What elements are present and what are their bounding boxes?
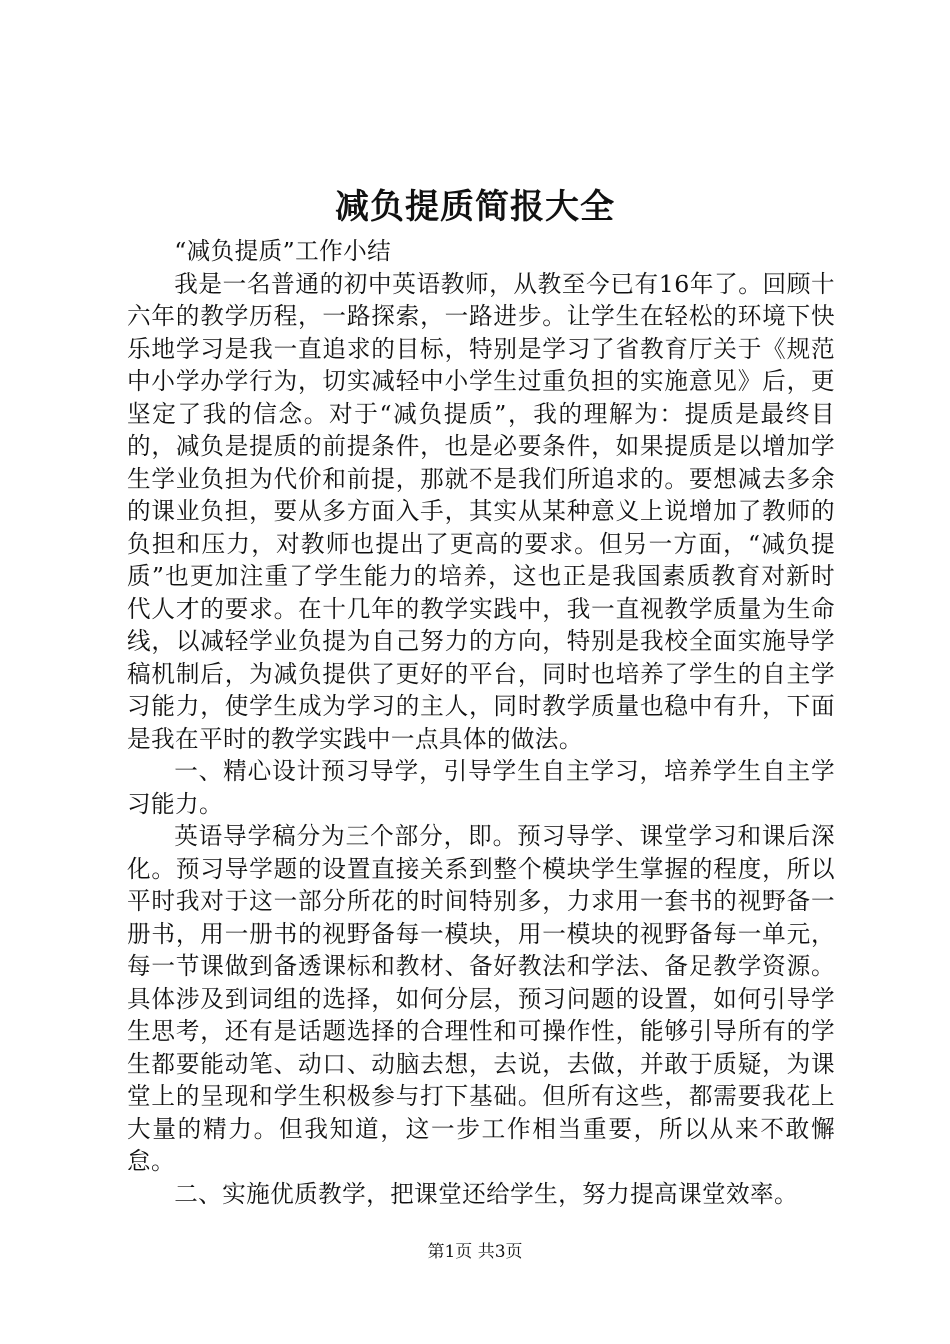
section-heading-two: 二、实施优质教学，把课堂还给学生，努力提高课堂效率。 <box>174 1179 799 1208</box>
section-heading-summary: “减负提质”工作小结 <box>174 237 392 265</box>
document-body <box>127 235 835 1210</box>
body-paragraph: 英语导学稿分为三个部分，即。预习导学、课堂学习和课后深化。预习导学题的设置直接关系到整个模块学生掌握的程度，所以平时我对于这一部分所花的时间特别多，力求用一套书的视野备一册书，用一册书的视野备每一模块，用一模块的视野备每一单元，每一节课做到备透课标和教材、备好教法和学法、备足教学资源。具体涉及到词组的选择，如何分层，预习问题的设置，如何引导学生思考，还有是话题选择的合理性和可操作性，能够引导所有的学生都要能动笔、动口、动脑去想，去说，去做，并敢于质疑，为课堂上的呈现和学生积极参与打下基础。但所有这些，都需要我花上大量的精力。但我知道，这一步工作相当重要，所以从来不敢懈怠。 <box>127 822 835 1175</box>
page-footer: 第1页 共3页 <box>427 1242 523 1262</box>
body-paragraph: 我是一名普通的初中英语教师，从教至今已有16年了。回顾十六年的教学历程，一路探索，一路进步。让学生在轻松的环境下快乐地学习是我一直追求的目标，特别是学习了省教育厅关于《规范中小学办学行为，切实减轻中小学生过重负担的实施意见》后，更坚定了我的信念。对于“减负提质”，我的理解为：提质是最终目的，减负是提质的前提条件，也是必要条件，如果提质是以增加学生学业负担为代价和前提，那就不是我们所追求的。要想减去多余的课业负担，要从多方面入手，其实从某种意义上说增加了教师的负担和压力，对教师也提出了更高的要求。但另一方面，“减负提质”也更加注重了学生能力的培养，这也正是我国素质教育对新时代人才的要求。在十几年的教学实践中，我一直视教学质量为生命线，以减轻学业负提为自己努力的方向，特别是我校全面实施导学稿机制后，为减负提供了更好的平台，同时也培养了学生的自主学习能力，使学生成为学习的主人，同时教学质量也稳中有升，下面是我在平时的教学实践中一点具体的做法。 <box>127 269 835 753</box>
document-title: 减负提质简报大全 <box>335 187 615 227</box>
section-heading-one: 一、精心设计预习导学，引导学生自主学习，培养学生自主学习能力。 <box>127 757 835 818</box>
